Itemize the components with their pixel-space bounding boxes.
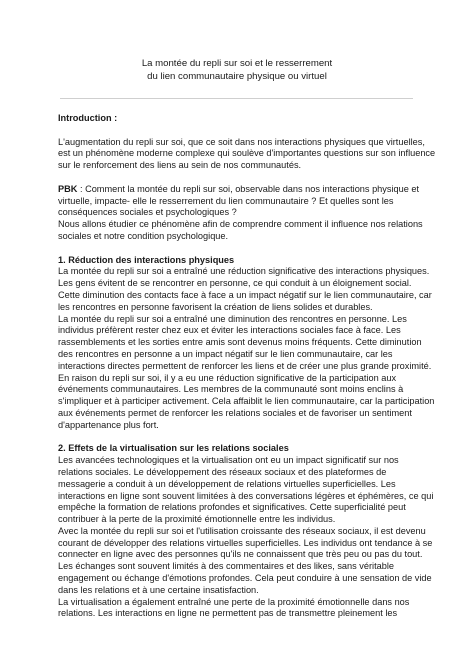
section-2-paragraph (58, 455, 434, 620)
section-1-line: En raison du repli sur soi, il y a eu une réduction significative de la participation aux (58, 372, 397, 383)
section-2-line: interactions en ligne sont souvent limitées à des conversations légères et éphémères, ce qui (58, 490, 434, 501)
section-1-line: interactions directes permettent de renforcer les liens et de créer une plus grande proximité. (58, 360, 432, 371)
section-2-line: Les échanges sont souvent limités à des commentaires et des likes, sans véritable (58, 561, 395, 572)
section-1-line: Les gens évitent de se rencontrer en personne, ce qui conduit à un éloignement social. (58, 278, 412, 289)
section-2-line: relations sociales. Le développement des réseaux sociaux et des plateformes de (58, 466, 387, 477)
section-2-line: dans les relations et à une certaine insatisfaction. (58, 584, 259, 595)
section-1-paragraph (58, 266, 435, 431)
section-1-line: individus préfèrent rester chez eux et éviter les interactions sociales face à face. Les (58, 325, 401, 336)
section-1-line: rassemblements et les sorties entre amis sont devenus moins fréquents. Cette diminution (58, 337, 422, 348)
section-2-heading: 2. Effets de la virtualisation sur les relations sociales (58, 443, 289, 454)
pbk-line: virtuelle, impacte- elle le resserrement du lien communautaire ? Et quelles sont les (58, 195, 394, 206)
pbk-line: sociales et notre condition psychologique. (58, 230, 229, 241)
pbk-line: conséquences sociales et psychologiques ? (58, 207, 237, 218)
title-line-1: La montée du repli sur soi et le resserrement (141, 58, 333, 69)
intro-line: sur le renforcement des liens au sein de nos communautés. (58, 160, 302, 171)
pbk-line: Nous allons étudier ce phénomène afin de comprendre comment il influence nos relations (58, 219, 423, 230)
section-2-line: contribuer à la perte de la proximité émotionnelle entre les individus. (58, 514, 336, 525)
section-2-line: relations. Les interactions en ligne ne permettent pas de transmettre pleinement les (58, 608, 398, 619)
pbk-first-line (58, 184, 423, 196)
section-1-heading: 1. Réduction des interactions physiques (58, 254, 235, 265)
title-divider (60, 98, 413, 99)
intro-line: est un phénomène moderne complexe qui soulève d'importantes questions sur son influence (58, 148, 436, 159)
section-1-line: La montée du repli sur soi a entraîné une réduction significative des interactions physiques. (58, 266, 430, 277)
section-1-line: des rencontres en personne a un impact négatif sur le lien communautaire, car les (58, 348, 393, 359)
section-2-line: messagerie a conduit à un développement de relations virtuelles superficielles. Les (58, 478, 396, 489)
pbk-line: : Comment la montée du repli sur soi, observable dans nos interactions physique et (77, 183, 420, 194)
section-2-line: engagement ou échange d'émotions profondes. Cela peut conduire à une sensation de vide (58, 573, 432, 584)
document-body (58, 113, 436, 620)
section-2-line: connecter en ligne avec des personnes qu'ils ne connaissent que très peu ou pas du tout. (58, 549, 423, 560)
section-1-line: événements communautaires. Les membres de la communauté sont moins enclins à (58, 384, 404, 395)
section-1-line: Cette diminution des contacts face à face a un impact négatif sur le lien communautaire, car (58, 289, 432, 300)
document-title (0, 57, 474, 83)
section-2-line: Avec la montée du repli sur soi et l'utilisation croissante des réseaux sociaux, il est devenu (58, 525, 426, 536)
pbk-paragraph (58, 184, 423, 243)
section-1-line: les rencontres en personne favorisent la création de liens solides et durables. (58, 301, 373, 312)
section-1-line: aux événements permet de renforcer les relations sociales et de favoriser un sentiment (58, 407, 412, 418)
intro-line: L'augmentation du repli sur soi, que ce soit dans nos interactions physiques que virtuelles, (58, 136, 425, 147)
section-2-line: empêche la formation de relations profondes et significatives. Cette superficialité peut (58, 502, 406, 513)
section-2-line: La virtualisation a également entraîné une perte de la proximité émotionnelle dans nos (58, 596, 410, 607)
section-1-line: La montée du repli sur soi a entraîné une diminution des rencontres en personne. Les (58, 313, 407, 324)
section-1-line: d'appartenance plus fort. (58, 419, 159, 430)
title-line-2: du lien communautaire physique ou virtuel (147, 71, 327, 82)
intro-paragraph (58, 136, 436, 172)
section-2-line: Les avancées technologiques et la virtualisation ont eu un impact significatif sur nos (58, 455, 399, 466)
section-1-line: s'impliquer et à participer activement. Cela affaiblit le lien communautaire, car la participation (58, 396, 435, 407)
section-2-line: courant de développer des relations virtuelles superficielles. Les individus ont tendance à se (58, 537, 433, 548)
intro-heading: Introduction : (58, 113, 118, 123)
pbk-label: PBK (58, 183, 78, 194)
